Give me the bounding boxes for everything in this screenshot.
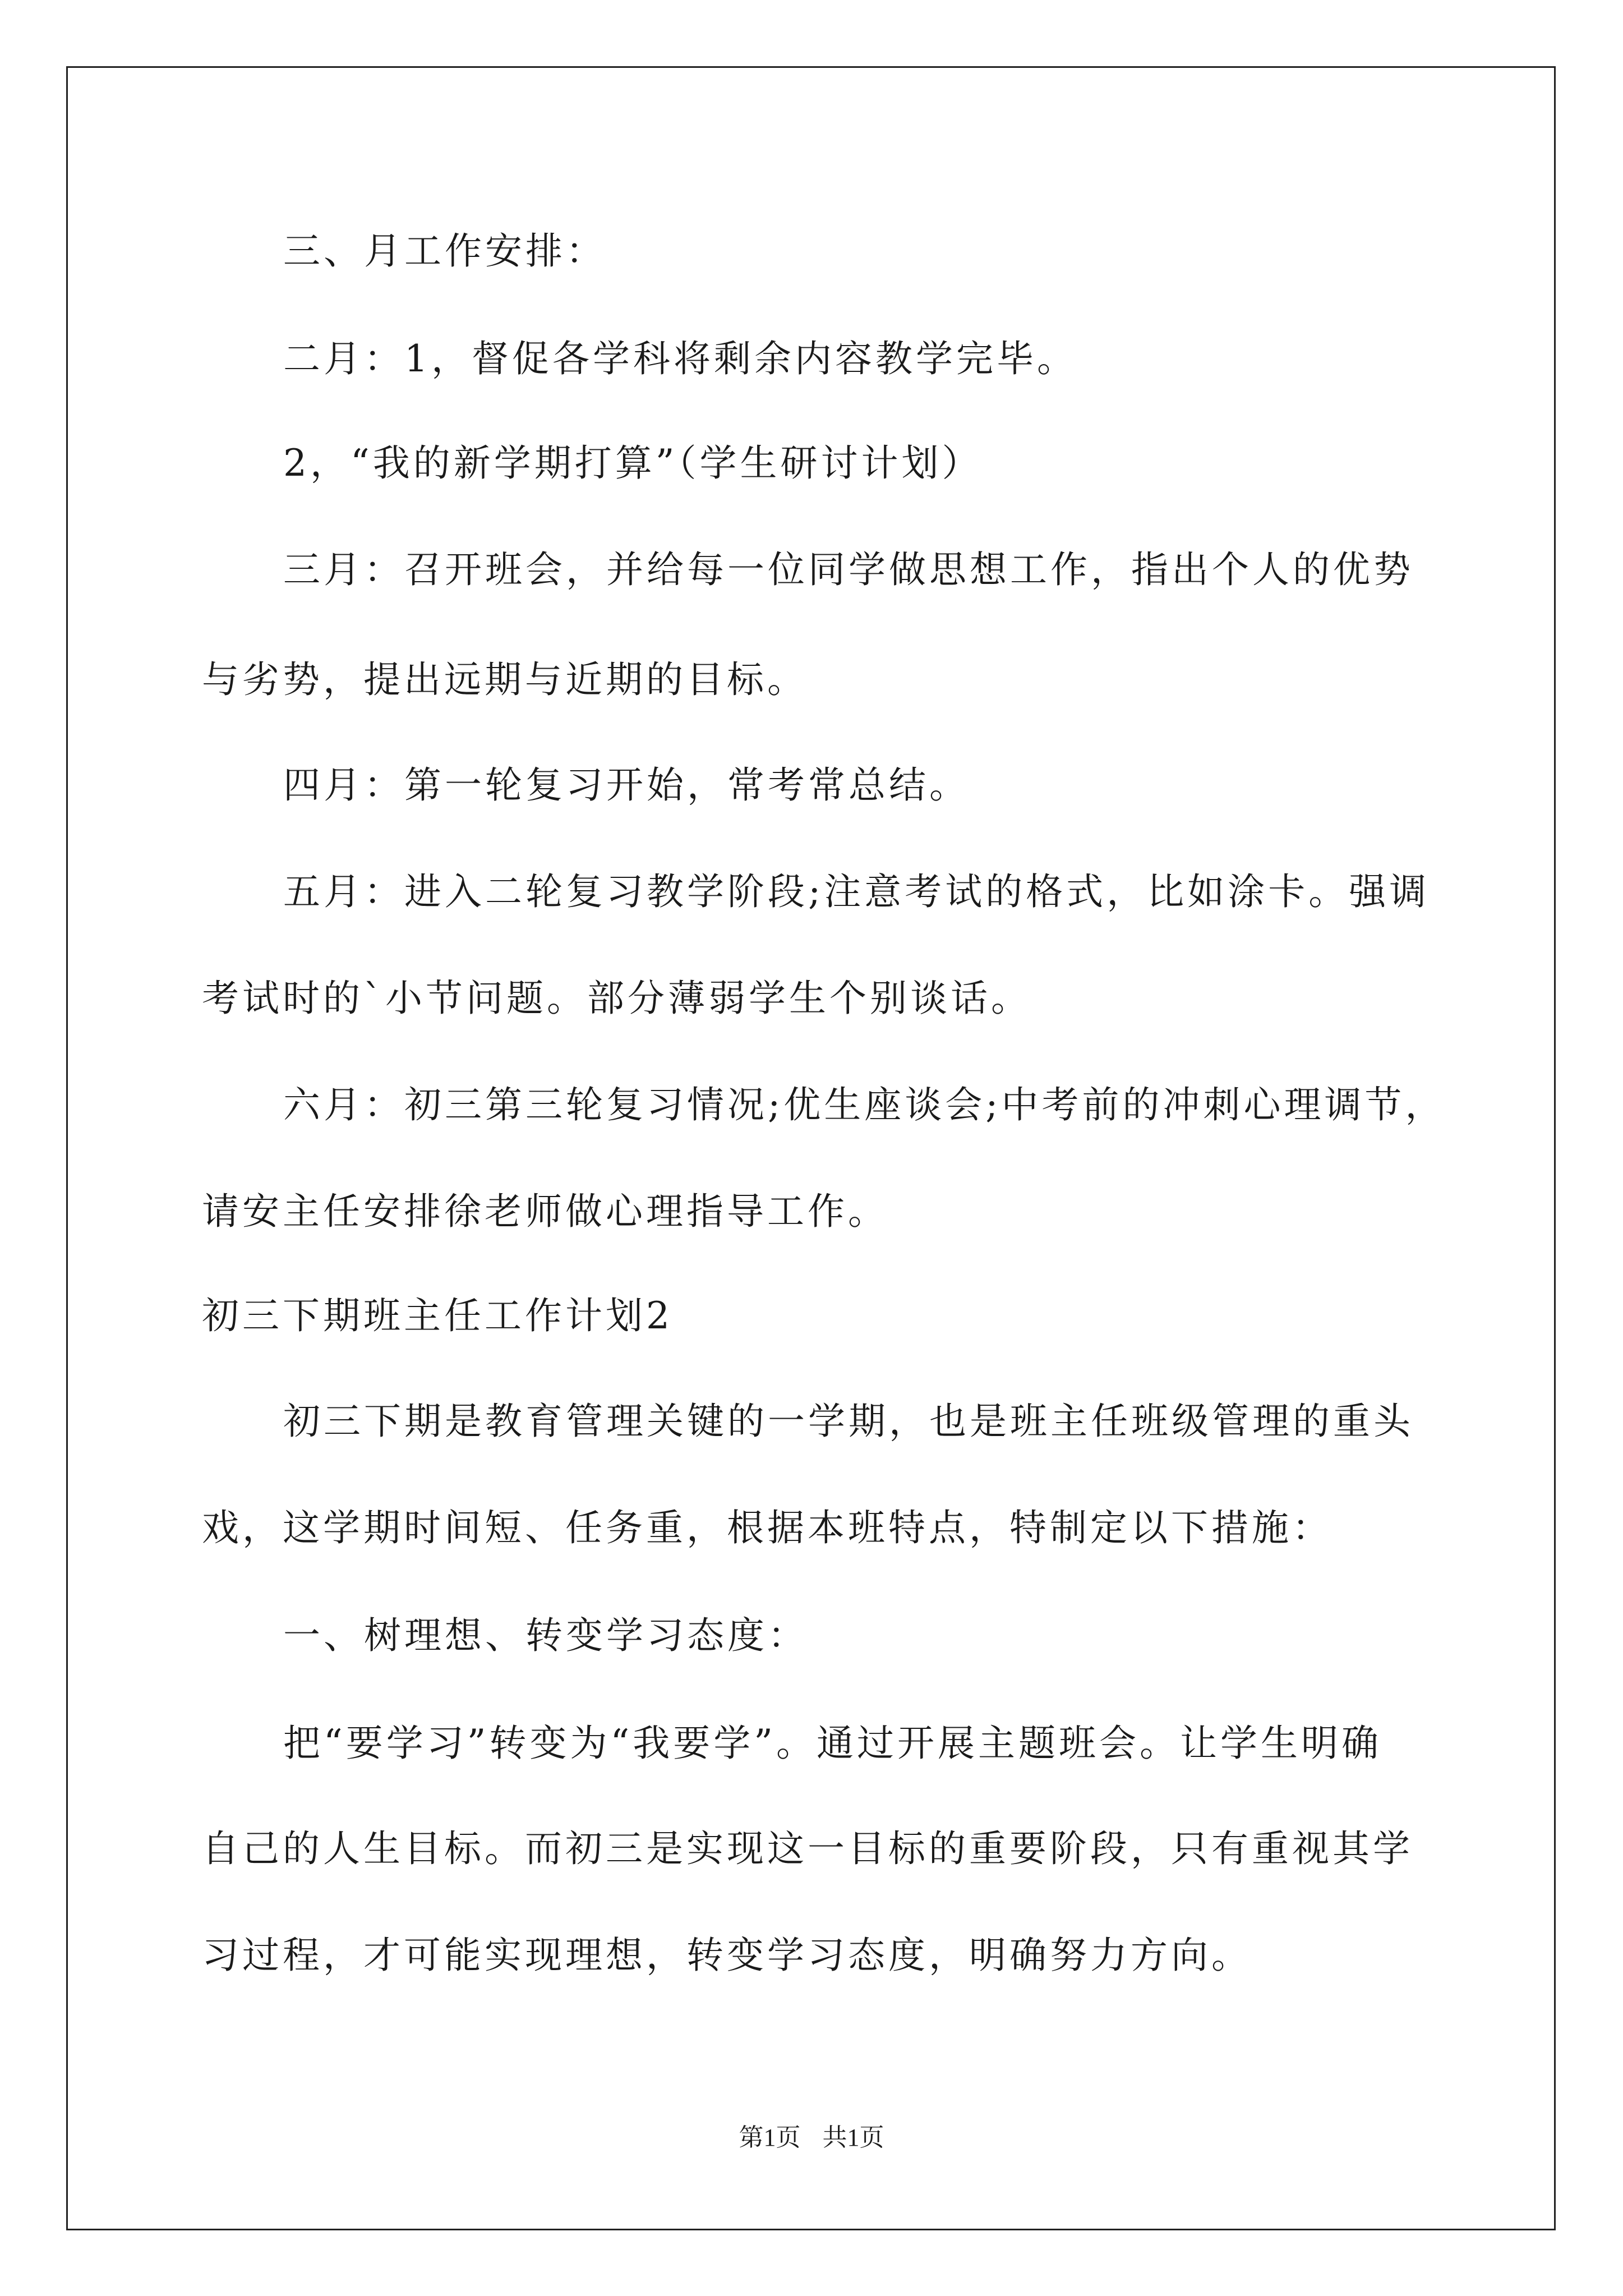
text-line: 五月：进入二轮复习教学阶段;注意考试的格式，比如涂卡。强调 bbox=[283, 870, 1430, 913]
page-total: 共1页 bbox=[822, 2124, 884, 2151]
page-number: 第1页 bbox=[739, 2124, 801, 2151]
text-line: 三月：召开班会，并给每一位同学做思想工作，指出个人的优势 bbox=[283, 548, 1414, 591]
text-line: 2，“我的新学期打算”（学生研讨计划） bbox=[283, 441, 983, 485]
text-line: 二月：1，督促各学科将剩余内容教学完毕。 bbox=[283, 337, 1077, 380]
text-line: 六月：初三第三轮复习情况;优生座谈会;中考前的冲刺心理调节， bbox=[283, 1083, 1446, 1126]
text-line: 与劣势，提出远期与近期的目标。 bbox=[202, 658, 808, 701]
text-line: 自己的人生目标。而初三是实现这一目标的重要阶段，只有重视其学 bbox=[202, 1827, 1413, 1870]
text-line: 四月：第一轮复习开始，常考常总结。 bbox=[283, 763, 970, 807]
page-footer bbox=[0, 2124, 1623, 2152]
text-line: 考试时的`小节问题。部分薄弱学生个别谈话。 bbox=[202, 977, 1031, 1020]
text-line: 把“要学习”转变为“我要学”。通过开展主题班会。让学生明确 bbox=[283, 1722, 1382, 1765]
text-line: 初三下期是教育管理关键的一学期，也是班主任班级管理的重头 bbox=[283, 1400, 1414, 1443]
text-line: 戏，这学期时间短、任务重，根据本班特点，特制定以下措施： bbox=[202, 1506, 1332, 1549]
text-line: 习过程，才可能实现理想，转变学习态度，明确努力方向。 bbox=[202, 1934, 1252, 1977]
text-line: 请安主任安排徐老师做心理指导工作。 bbox=[202, 1190, 888, 1233]
text-line: 一、树理想、转变学习态度： bbox=[283, 1614, 808, 1657]
page-border bbox=[66, 66, 1556, 2230]
section-heading: 初三下期班主任工作计划2 bbox=[202, 1294, 673, 1337]
text-line: 三、月工作安排： bbox=[283, 229, 606, 273]
